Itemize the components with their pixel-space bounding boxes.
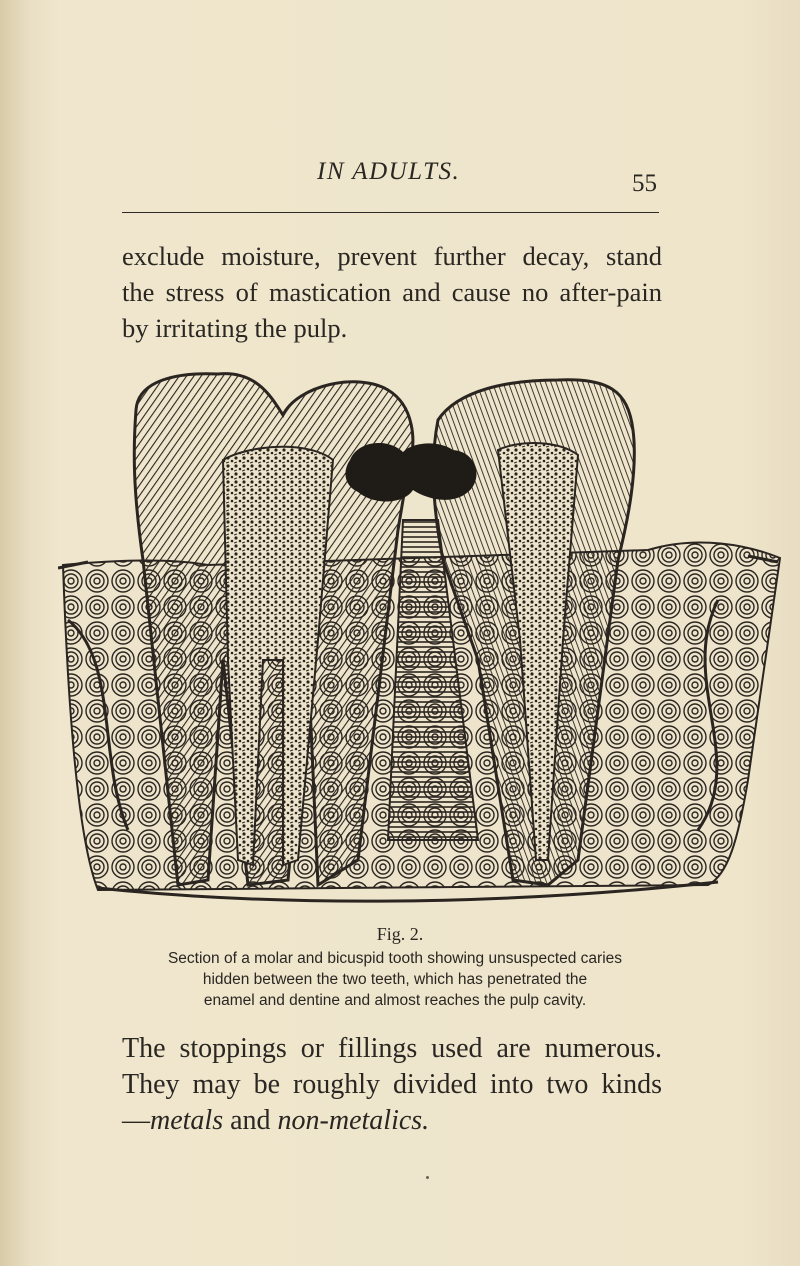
- paragraph-1-line: by irritating the pulp.: [122, 313, 348, 343]
- term-metals: metals: [150, 1105, 224, 1136]
- term-non-metalics: non-metalics.: [277, 1105, 430, 1136]
- paragraph-2-line: The stoppings or fillings used are numerous.: [122, 1033, 662, 1064]
- conjunction: and: [223, 1105, 278, 1136]
- header-rule: [122, 212, 659, 213]
- page-speck: [426, 1176, 429, 1179]
- em-dash: —: [122, 1105, 150, 1136]
- figure-label: Fig. 2.: [376, 924, 424, 944]
- paragraph-2: [122, 1031, 662, 1139]
- tooth-section-illustration: [58, 360, 783, 915]
- page-header: [0, 158, 800, 198]
- caption-line: hidden between the two teeth, which has penetrated the: [202, 971, 588, 988]
- figure-caption: [110, 948, 680, 1011]
- paragraph-2-line: [122, 1103, 662, 1139]
- paragraph-1: [122, 238, 662, 346]
- page-number: 55: [632, 170, 657, 197]
- paragraph-1-line: exclude moisture, prevent further decay, stand: [122, 241, 662, 271]
- paragraph-2-line: They may be roughly divided into two kinds: [122, 1069, 662, 1100]
- caption-line: enamel and dentine and almost reaches the pulp cavity.: [203, 992, 587, 1009]
- paragraph-1-line: the stress of mastication and cause no after-pain: [122, 277, 662, 307]
- caption-line: Section of a molar and bicuspid tooth showing unsuspected caries: [167, 950, 623, 967]
- running-head: IN ADULTS.: [317, 158, 461, 185]
